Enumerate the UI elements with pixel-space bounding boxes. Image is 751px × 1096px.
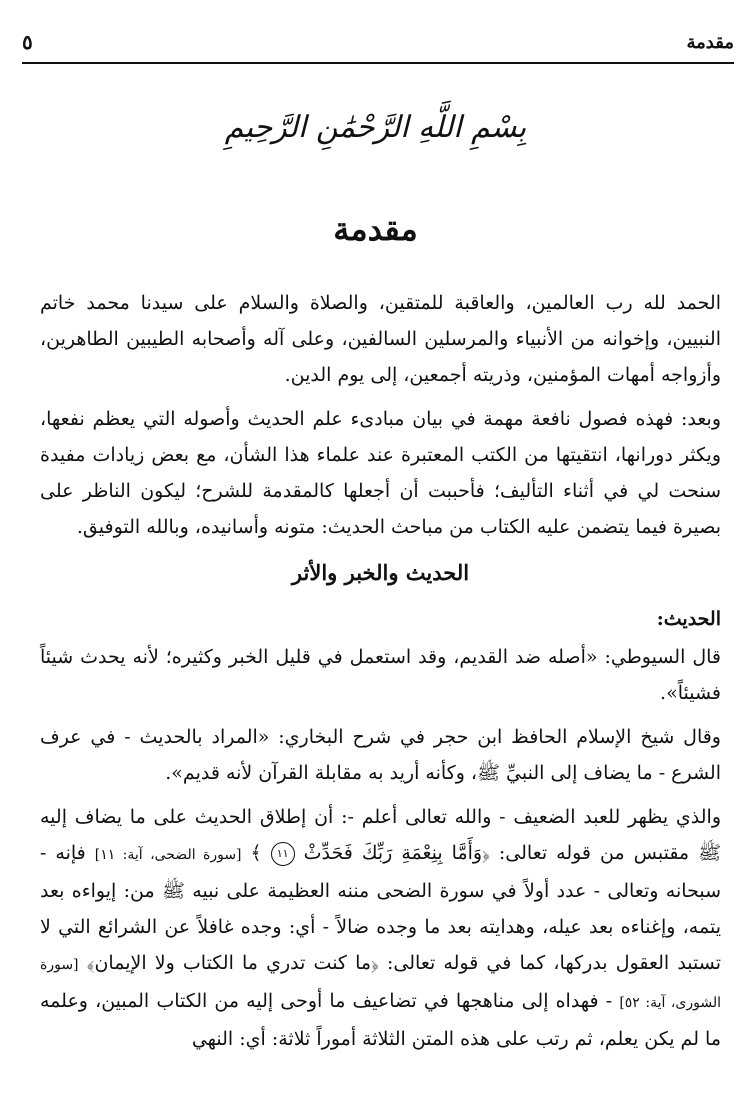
running-title: مقدمة [686, 32, 734, 53]
page-header [22, 28, 734, 64]
section-title: الحديث والخبر والأثر [291, 560, 470, 585]
page-number: ٥ [22, 30, 33, 54]
paragraph-text: - فهداه إلى مناهجها في تضاعيف ما أوحى إليه من الكتاب المبين، وعلمه ما لم يكن يعلم، ثم رتب على هذه المتن الثلاثة أموراً ثلاثة: أي: النهي [40, 990, 721, 1050]
paragraph: وبعد: فهذه فصول نافعة مهمة في بيان مبادىء علم الحديث وأصوله التي يعظم نفعها، ويكثر دورانها، انتقيتها من الكتب المعتبرة عند علماء هذا الشأن، مع بعض زيادات مفيدة سنحت لي في أثناء التأليف؛ فأحببت أن أجعلها كالمقدمة للشرح؛ ليكون الناظر على بصيرة فيما يتضمن عليه الكتاب من مباحث الحديث: متونه وأسانيده، وبالله التوفيق. [40, 408, 721, 538]
ayah-number-marker: ١١ [271, 842, 295, 866]
quran-reference: [سورة الضحى، آية: ١١] [94, 847, 242, 863]
quran-reference: [سورة الشورى، آية: ٥٢] [40, 957, 722, 1011]
paragraph-text: والذي يظهر للعبد الضعيف - والله تعالى أعلم -: أن إطلاق الحديث على ما يضاف إليه ﷺ مقتبس من قوله تعالى: ﴿وَأَمَّا بِنِعْمَةِ رَبِّكَ فَحَدِّثْ [40, 806, 722, 864]
chapter-title: مقدمة [333, 210, 418, 248]
body-text [40, 285, 721, 1065]
paragraph-text: فإنه - سبحانه وتعالى - عدد أولاً في سورة الضحى مننه العظيمة على نبيه ﷺ من: إيواءه بعد يتمه، وإغناءه بعد عيله، وهدايته بعد ما وجده ضالاً - أي: وجده غافلاً عن الشرائع التي لا تستبد العقول بدركها، كما في قوله تعالى: ﴿ما كنت تدري ما الكتاب ولا الإيمان﴾ [40, 842, 721, 974]
basmala: بِسْمِ اللَّهِ الرَّحْمَٰنِ الرَّحِيمِ [224, 110, 527, 145]
subheading: الحديث: [656, 608, 721, 630]
paragraph: الحمد لله رب العالمين، والعاقبة للمتقين، والصلاة والسلام على سيدنا محمد خاتم النبيين، وإخوانه من الأنبياء والمرسلين السالفين، وعلى آله وأصحابه الطيبين الطاهرين، وأزواجه أمهات المؤمنين، وذريته أجمعين، إلى يوم الدين. [40, 292, 721, 386]
paragraph [40, 799, 721, 1057]
paragraph: وقال شيخ الإسلام الحافظ ابن حجر في شرح البخاري: «المراد بالحديث - في عرف الشرع - ما يضاف إلى النبيِّ ﷺ، وكأنه أريد به مقابلة القرآن لأنه قديم». [40, 726, 721, 784]
paragraph: قال السيوطي: «أصله ضد القديم، وقد استعمل في قليل الخبر وكثيره؛ لأنه يحدث شيئاً فشيئاً». [40, 646, 721, 704]
quote-close: ﴾ [250, 842, 262, 864]
